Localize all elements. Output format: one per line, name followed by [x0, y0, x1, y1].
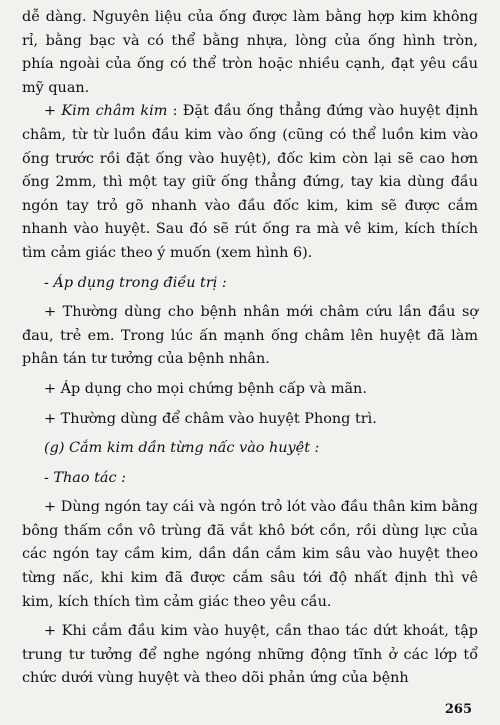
page-number: 265: [444, 702, 472, 717]
heading-ap-dung: - Áp dụng trong điều trị :: [44, 274, 227, 291]
paragraph-ap-dung-3: + Thường dùng để châm vào huyệt Phong trì.: [44, 410, 377, 427]
kim-cham-kim-heading: + Kim châm kim: [44, 103, 168, 120]
paragraph-kim-cham-kim: [22, 100, 478, 265]
kim-cham-kim-body: : Đặt đầu ống thẳng đứng vào huyệt định châm, từ từ luồn đầu kim vào ống (cũng có thể luồn kim vào ống trước rồi đặt ống vào huyệt), đốc kim còn lại sẽ cao hơn ống 2mm, thì một tay giữ ống thẳng đứng, tay kia dùng đầu ngón tay trỏ gõ nhanh vào đầu đốc kim, kim sẽ được cắm nhanh vào huyệt. Sau đó sẽ rút ống ra mà vê kim, kích thích tìm cảm giác theo ý muốn (xem hình 6).: [22, 103, 478, 261]
paragraph-ap-dung-2: + Áp dụng cho mọi chứng bệnh cấp và mãn.: [44, 380, 367, 397]
heading-thao-tac: - Thao tác :: [44, 469, 126, 486]
paragraph-materials: dễ dàng. Nguyên liệu của ống được làm bằng hợp kim không rỉ, bằng bạc và có thể bằng nhựa, lòng của ống hình tròn, phía ngoài của ống có thể tròn hoặc nhiều cạnh, đạt yêu cầu mỹ quan.: [22, 9, 478, 96]
paragraph-thao-tac-1: + Dùng ngón tay cái và ngón trỏ lót vào đầu thân kim bằng bông thấm cồn vô trùng đã vắt khô bớt cồn, rồi dùng lực của các ngón tay cầm kim, dần dần cắm kim sâu vào huyệt theo từng nấc, khi kim đã được cắm sâu tới độ nhất định thì vê kim, kích thích tìm cảm giác theo yêu cầu.: [22, 499, 478, 610]
heading-section-g: (g) Cắm kim dần từng nấc vào huyệt :: [44, 440, 320, 457]
paragraph-ap-dung-1: + Thường dùng cho bệnh nhân mới châm cứu lần đầu sợ đau, trẻ em. Trong lúc ấn mạnh ống châm lên huyệt đã làm phân tán tư tưởng của bệnh nhân.: [22, 304, 478, 368]
paragraph-thao-tac-2: + Khi cắm đầu kim vào huyệt, cần thao tác dứt khoát, tập trung tư tưởng để nghe ngóng những động tĩnh ở các lớp tổ chức dưới vùng huyệt và theo dõi phản ứng của bệnh: [22, 623, 478, 687]
